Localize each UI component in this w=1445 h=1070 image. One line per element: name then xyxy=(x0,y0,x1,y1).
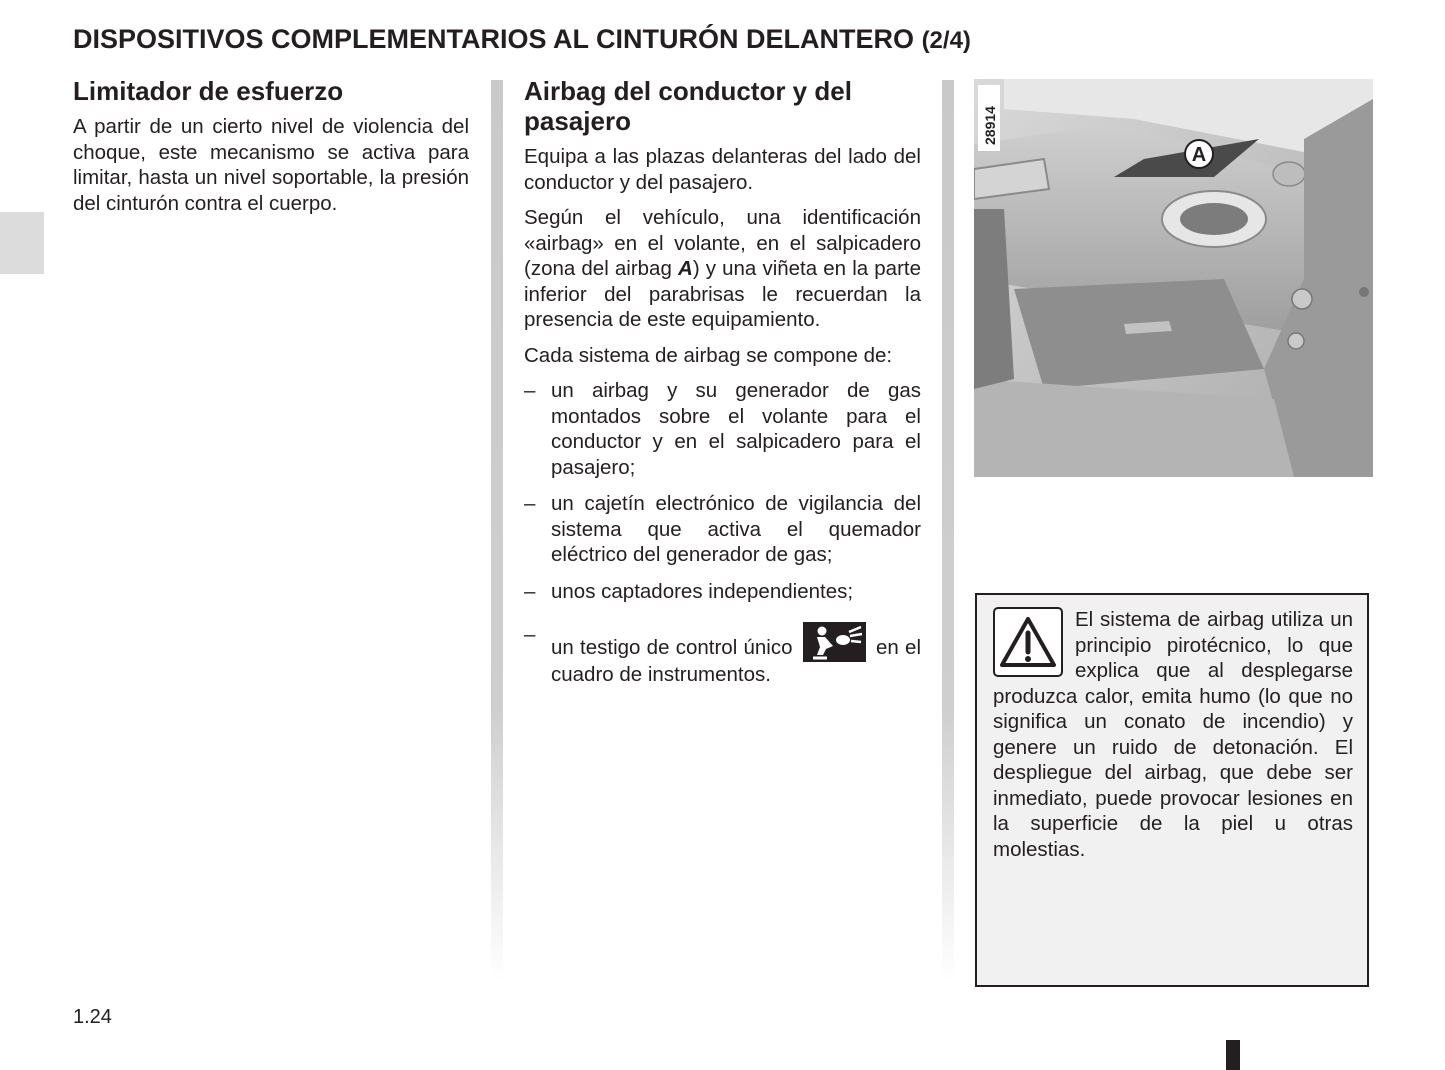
list-item-text: unos captadores independientes; xyxy=(551,579,854,603)
section-tab xyxy=(0,212,44,274)
list-item xyxy=(524,579,921,605)
left-column xyxy=(73,76,469,226)
list-item xyxy=(524,491,921,568)
list-item-text: un cajetín electrónico de vigilancia del sistema que activa el quemador eléctrico del generador de gas; xyxy=(551,492,921,566)
components-list xyxy=(524,378,921,688)
list-item-text: un testigo de control único xyxy=(551,636,793,659)
title-text: DISPOSITIVOS COMPLEMENTARIOS AL CINTURÓN DELANTERO xyxy=(73,24,915,54)
warning-icon-frame xyxy=(993,607,1063,677)
airbag-paragraph-2 xyxy=(524,205,921,333)
page-title xyxy=(73,24,971,55)
list-item-text: un airbag y su generador de gas montados sobre el volante para el conductor y en el salpicadero para el pasajero; xyxy=(551,379,921,479)
airbag-warning-light-icon xyxy=(803,622,866,662)
door-bolt xyxy=(1359,287,1369,297)
page-number: 1.24 xyxy=(73,1006,112,1028)
section-heading-limiter: Limitador de esfuerzo xyxy=(73,76,344,106)
warning-box xyxy=(975,593,1369,987)
list-dash xyxy=(524,622,535,648)
list-item xyxy=(524,378,921,480)
section-heading-airbag: Airbag del conductor y del pasajero xyxy=(524,76,852,136)
callout-label: A xyxy=(1191,144,1207,166)
warning-text: El sistema de airbag utiliza un principio pirotécnico, lo que explica que al desplegarse produzca calor, emita humo (lo que no significa un conato de incendio) y genere un ruido de detonación. El despliegue del airbag, que debe ser inmediato, puede provocar lesiones en la superficie de la piel u otras molestias. xyxy=(993,608,1353,861)
page-edge-mark xyxy=(1226,1040,1240,1070)
limiter-paragraph: A partir de un cierto nivel de violencia del choque, este mecanismo se activa para limitar, hasta un nivel soportable, la presión del cinturón contra el cuerpo. xyxy=(73,115,469,215)
column-divider-right xyxy=(942,80,954,982)
list-dash xyxy=(524,378,535,404)
air-vent-right-grille xyxy=(1180,203,1248,235)
paragraph-2-start: Según el vehículo, una identificación «airbag» en el volante, en el salpicadero (zona del airbag xyxy=(524,206,921,280)
paragraph-2-end: ) y una viñeta en la parte inferior del parabrisas le recuerdan la presencia de este equipamiento. xyxy=(524,257,922,331)
warning-triangle-icon xyxy=(999,616,1057,668)
airbag-zone-ref: A xyxy=(678,257,693,280)
door-control-2 xyxy=(1288,333,1304,349)
airbag-paragraph-1: Equipa a las plazas delanteras del lado del conductor y del pasajero. xyxy=(524,145,921,194)
list-dash xyxy=(524,491,535,517)
side-vent xyxy=(1273,162,1305,186)
list-item xyxy=(524,622,921,688)
door-control-1 xyxy=(1292,289,1312,309)
dashboard-photo xyxy=(974,79,1373,477)
middle-column xyxy=(524,76,921,699)
image-number: 28914 xyxy=(982,106,998,145)
list-item-text-end: en el cuadro de instrumentos. xyxy=(551,636,921,686)
column-divider-left xyxy=(491,80,503,982)
list-dash xyxy=(524,579,535,605)
page-count: (2/4) xyxy=(921,27,971,54)
airbag-paragraph-3: Cada sistema de airbag se compone de: xyxy=(524,343,893,367)
